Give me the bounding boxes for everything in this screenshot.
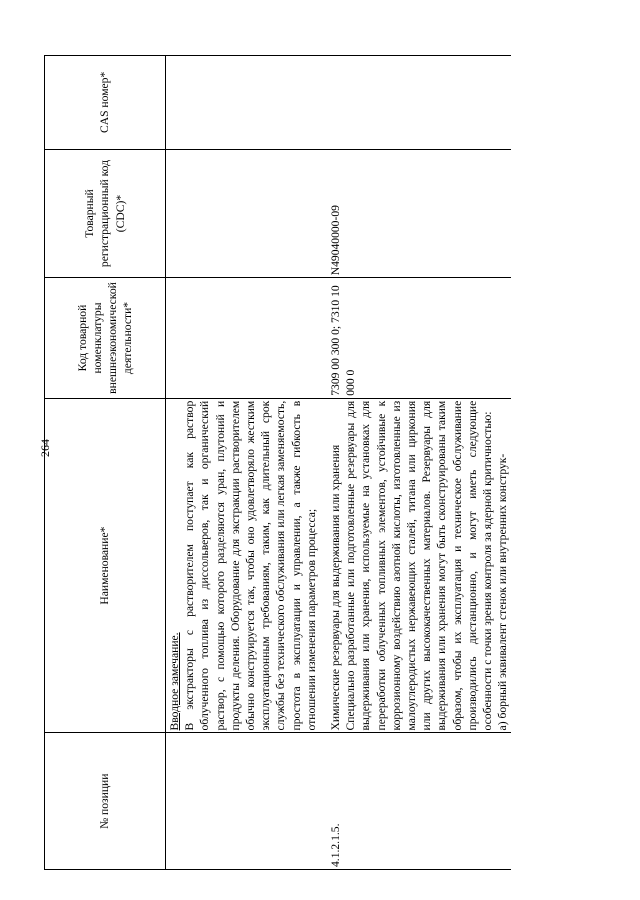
note-title: Вводное замечание. [168,632,181,731]
row1-cas [166,56,321,150]
header-cdc: Товарный регистрационный код (CDC)* [45,149,166,278]
table-row [166,56,321,870]
row2-heading: Химические резервуары для выдерживания или хранения [329,444,343,731]
row2-cdc: N49040000-09 [320,149,511,278]
row2-tn-ved: 7309 00 300 0; 7310 10 000 0 [320,278,511,398]
row1-cdc [166,149,321,278]
row2-text: Специально разработанные или подготовленные резервуары для выдерживания или хранения, используемые на установках для переработки облученных топливных элементов, устойчивые к коррозионному воздействию азотной кислоты, изготовленные из малоуглеродистых нержавеющих сталей, титана или циркония или других высококачественных материалов. Резервуары для выдерживания или хранения могут быть сконструированы таким образом, чтобы их эксплуатация и техническое обслуживание производились дистанционно, и могут иметь следующие особенности с точки зрения контроля за ядерной критичностью: [344,400,495,731]
row2-position: 4.1.2.1.5. [320,733,511,870]
goods-table [44,55,511,870]
page-number: 264 [38,439,52,457]
header-cas: CAS номер* [45,56,166,150]
row2-name-cell [320,398,511,733]
header-tn-ved: Код товарной номенклатуры внешнеэкономической деятельности* [45,278,166,398]
table-header-row [45,56,166,870]
row1-tn-ved [166,278,321,398]
row2-cas [320,56,511,150]
table-row [320,56,511,870]
header-position: № позиции [45,733,166,870]
row1-name-cell [166,398,321,733]
header-name: Наименование* [45,398,166,733]
rotated-table-container [44,25,510,870]
row2-item-a: а) борный эквивалент стенок или внутренних конструк- [496,453,510,731]
row1-position [166,733,321,870]
note-text: В экстракторы с растворителем поступает как раствор облученного топлива из диссольверов, так и органический раствор, с помощью которого разделяются уран, плутоний и продукты деления. Оборудование для экстракции растворителем обычно конструируется так, чтобы оно удовлетворяло жестким эксплуатационным требованиям, таким, как длительный срок службы без технического обслуживания или легкая заменяемость, простота в эксплуатации и управлении, а также гибкость в отношении изменения параметров процесса; [183,400,318,731]
